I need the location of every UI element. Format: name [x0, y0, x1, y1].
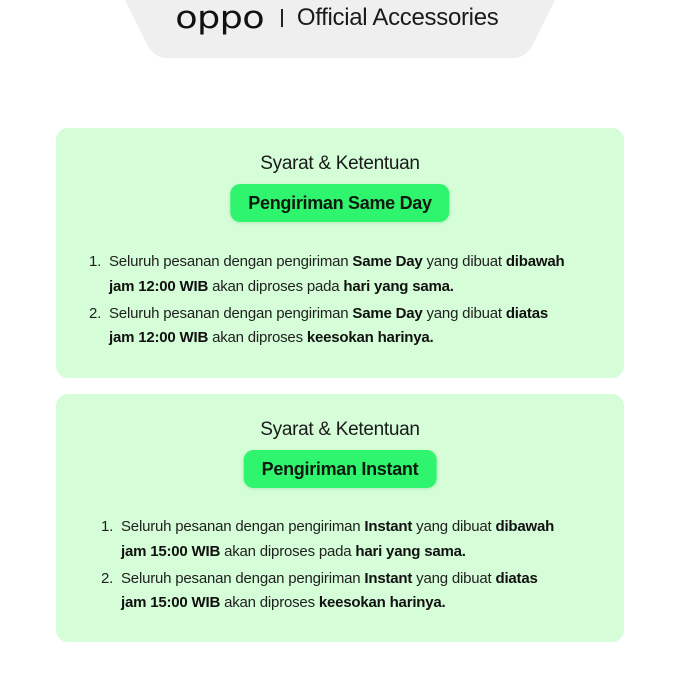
bold-text: Instant: [364, 518, 413, 535]
terms-card-instant: [56, 394, 624, 642]
terms-list: [101, 515, 611, 618]
bold-text: Same Day: [352, 304, 423, 322]
text: akan diproses: [220, 594, 319, 611]
card-title: Syarat & Ketentuan: [260, 419, 420, 440]
header-title: Official Accessories: [296, 4, 499, 31]
card-title: Syarat & Ketentuan: [260, 153, 420, 174]
bold-text: jam 15:00 WIB: [121, 594, 221, 611]
terms-card-same-day: [56, 128, 624, 378]
oppo-logo: oppo: [174, 0, 264, 36]
bold-text: diatas: [505, 304, 548, 322]
text: yang dibuat: [422, 304, 506, 322]
text: Seluruh pesanan dengan pengiriman: [109, 304, 353, 322]
list-item: [101, 567, 611, 616]
badge-instant: Pengiriman Instant: [244, 450, 437, 488]
bold-text: Same Day: [352, 253, 423, 270]
header-divider: [281, 9, 283, 27]
list-item: [101, 515, 611, 564]
text: Seluruh pesanan dengan pengiriman: [121, 569, 365, 587]
terms-list: [89, 250, 609, 353]
item-number: 1.: [89, 253, 102, 270]
bold-text: dibawah: [495, 518, 555, 535]
bold-text: keesokan harinya.: [306, 329, 434, 346]
badge-same-day: Pengiriman Same Day: [230, 184, 449, 222]
text: yang dibuat: [422, 253, 506, 270]
bold-text: jam 15:00 WIB: [121, 542, 221, 560]
bold-text: dibawah: [505, 253, 565, 270]
item-number: 2.: [101, 569, 114, 587]
text: akan diproses: [208, 329, 307, 346]
bold-text: Instant: [364, 569, 413, 587]
text: akan diproses pada: [220, 542, 356, 560]
bold-text: hari yang sama.: [343, 277, 454, 295]
text: Seluruh pesanan dengan pengiriman: [109, 253, 353, 270]
item-number: 2.: [89, 304, 102, 322]
list-item: [89, 302, 609, 351]
list-item: [89, 250, 609, 299]
bold-text: diatas: [495, 569, 538, 587]
bold-text: jam 12:00 WIB: [109, 329, 209, 346]
text: Seluruh pesanan dengan pengiriman: [121, 518, 365, 535]
bold-text: jam 12:00 WIB: [109, 277, 209, 295]
bold-text: hari yang sama.: [355, 542, 466, 560]
header-banner: [120, 0, 560, 58]
text: yang dibuat: [412, 569, 496, 587]
bold-text: keesokan harinya.: [318, 594, 446, 611]
text: yang dibuat: [412, 518, 496, 535]
item-number: 1.: [101, 518, 114, 535]
header-content: [120, 0, 560, 36]
text: akan diproses pada: [208, 277, 344, 295]
